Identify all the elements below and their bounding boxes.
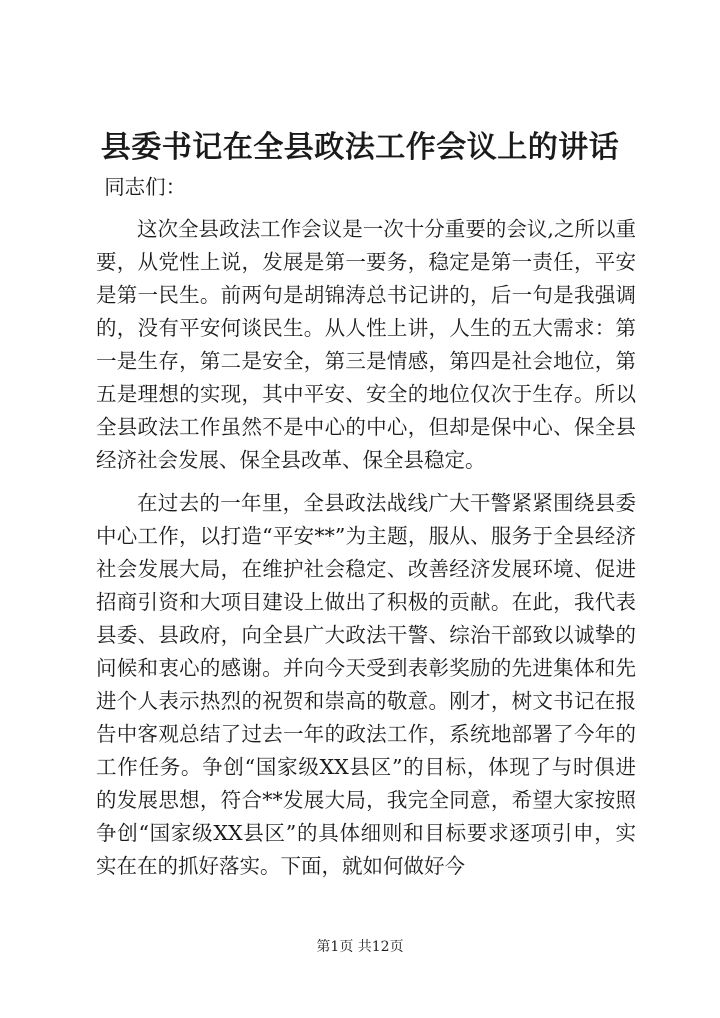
paragraph-2: 在过去的一年里，全县政法战线广大干警紧紧围绕县委中心工作，以打造“平安**”为主题，服从、服务于全县经济社会发展大局，在维护社会稳定、改善经济发展环境、促进招商引资和大项目建设上做出了积极的贡献。在此，我代表县委、县政府，向全县广大政法干警、综治干部致以诚挚的问候和衷心的感谢。并向今天受到表彰奖励的先进集体和先进个人表示热烈的祝贺和崇高的敬意。刚才，树文书记在报告中客观总结了过去一年的政法工作，系统地部署了今年的工作任务。争创“国家级XX县区”的目标，体现了与时俱进的发展思想，符合**发展大局，我完全同意，希望大家按照争创“国家级XX县区”的具体细则和目标要求逐项引申，实实在在的抓好落实。下面，就如何做好今	[96, 491, 636, 878]
page-number: 第1页 共12页	[316, 939, 404, 955]
salutation: 同志们：	[104, 175, 187, 199]
paragraph-1: 这次全县政法工作会议是一次十分重要的会议,之所以重要，从党性上说，发展是第一要务，稳定是第一责任，平安是第一民生。前两句是胡锦涛总书记讲的，后一句是我强调的，没有平安何谈民生。从人性上讲，人生的五大需求：第一是生存，第二是安全，第三是情感，第四是社会地位，第五是理想的实现，其中平安、安全的地位仅次于生存。所以全县政法工作虽然不是中心的中心，但却是保中心、保全县经济社会发展、保全县改革、保全县稳定。	[96, 217, 636, 472]
document-title: 县委书记在全县政法工作会议上的讲话	[100, 130, 620, 165]
document-body	[96, 171, 636, 883]
